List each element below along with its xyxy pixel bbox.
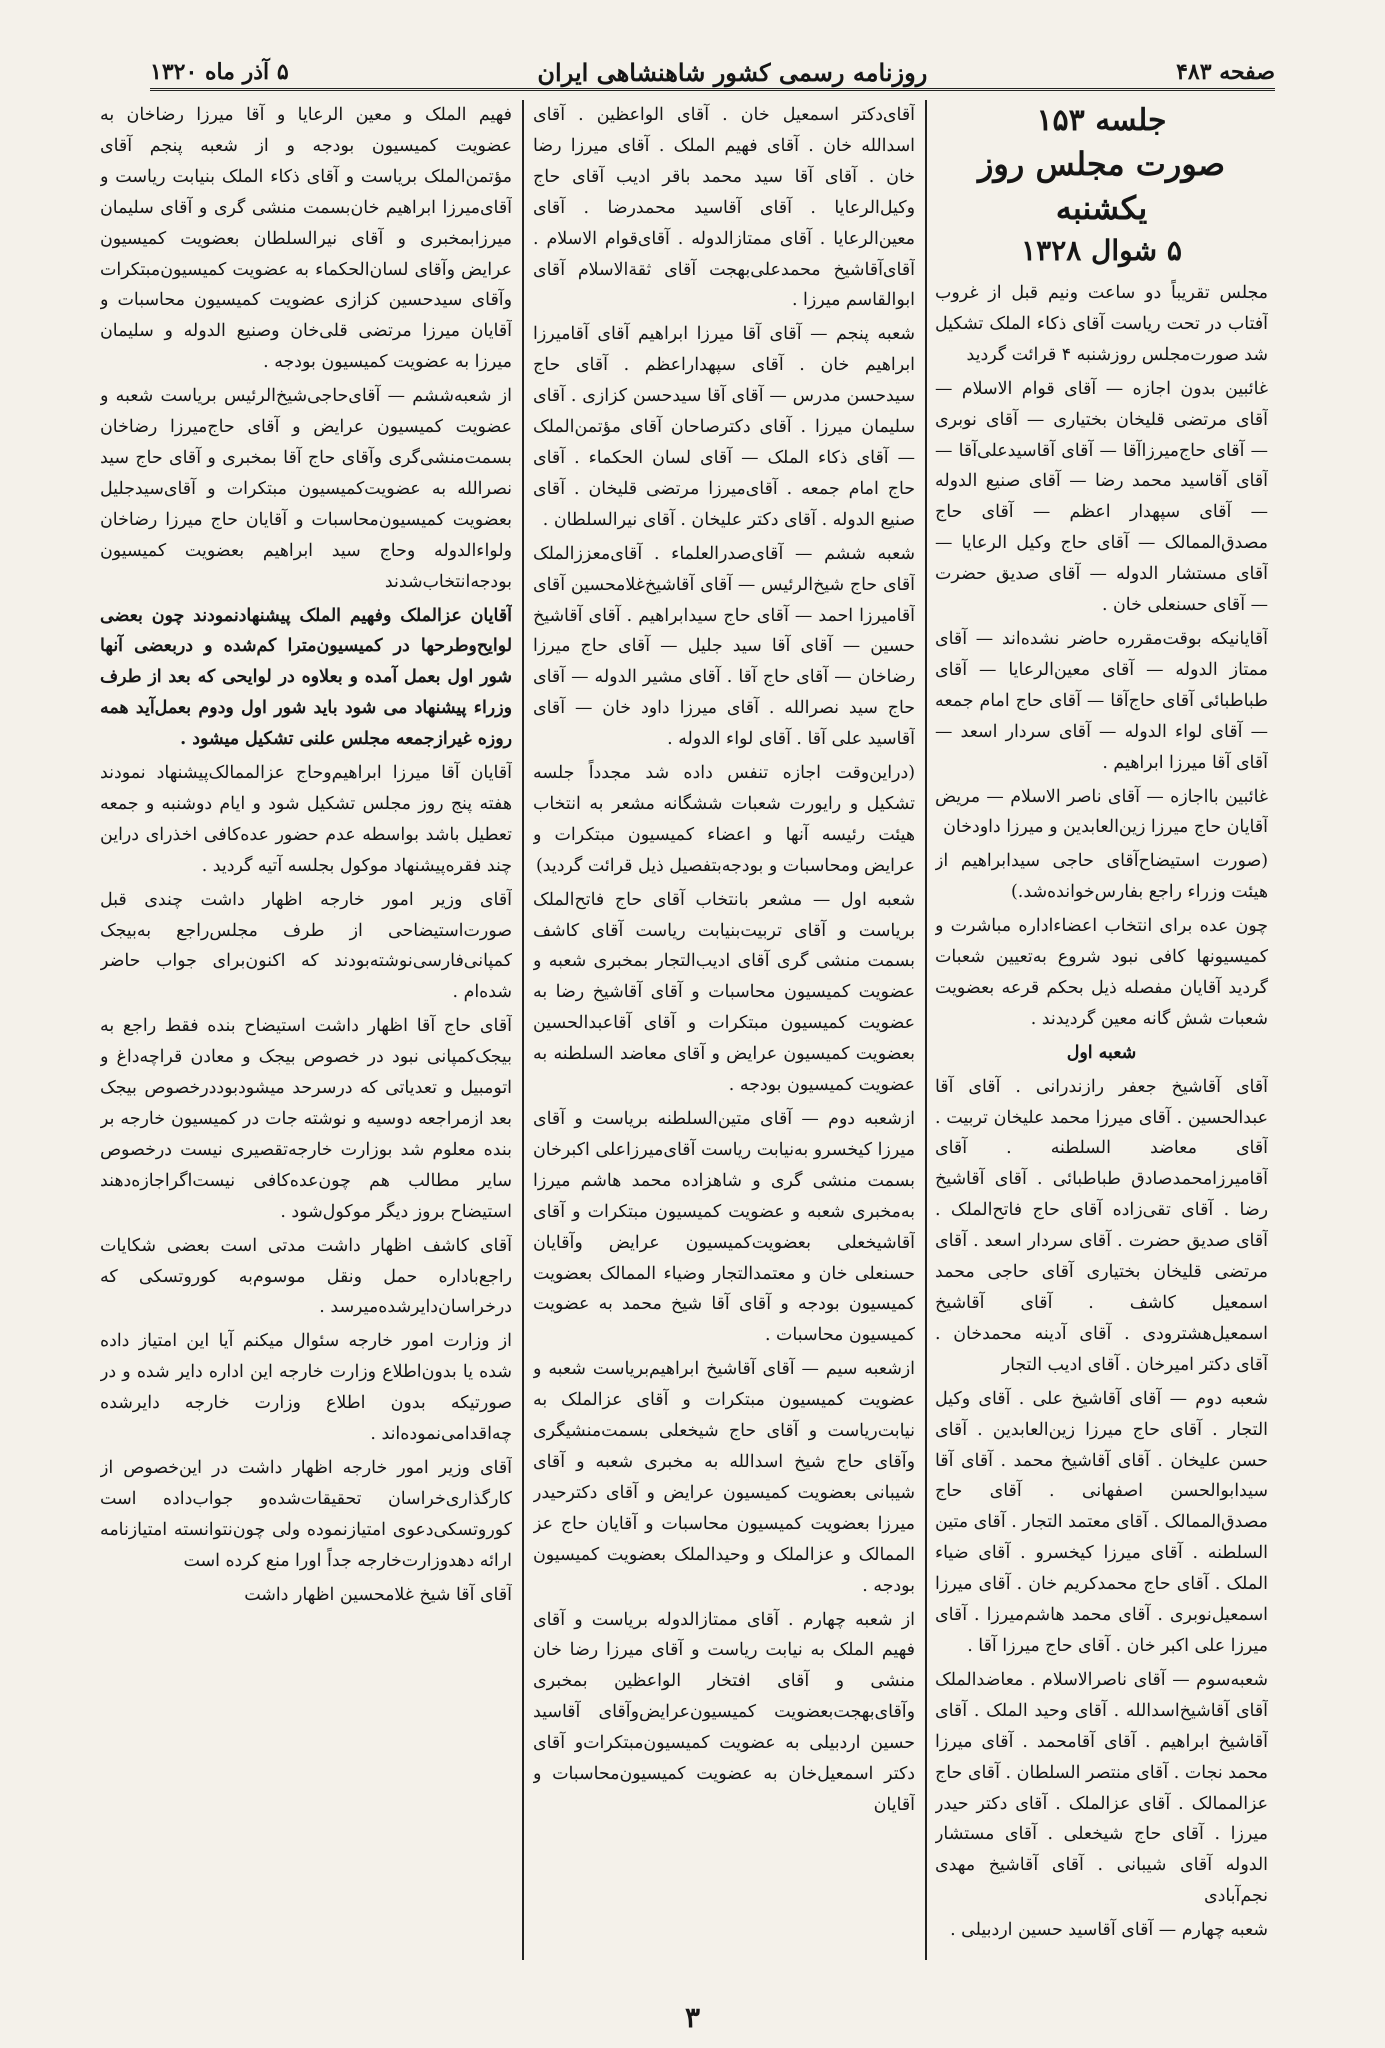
paragraph: آقایانیکه بوقت‌مقرره حاضر نشده‌اند — آقای ممتاز الدوله — آقای معین‌الرعایا — آقای طباطبائی آقای حاج‌آقا — آقای حاج امام جمعه — آقای لواء الدوله — آقای سردار اسعد — آقای آقا میرزا ابراهیم . — [935, 628, 1268, 773]
column-middle — [533, 100, 915, 1968]
section-members: شعبه دوم — آقای آقاشیخ علی . آقای وکیل التجار . آقای حاج میرزا زین‌العابدین . آقای حسن علیخان . آقای آقاشیخ محمد . آقای آقا سیدابوالحسن اصفهانی . آقای حاج مصدق‌الممالک . آقای معتمد التجار . آقای متین السلطنه . آقای میرزا کیخسرو . آقای ضیاء الملک . آقای حاج محمدکریم خان . آقای میرزا اسمعیل‌نوبری . آقای محمد هاشم‌میرزا . آقای میرزا علی اکبر خان . آقای حاج میرزا آقا . — [935, 1388, 1268, 1656]
paragraph: غائبین بدون اجازه — آقای قوام الاسلام — آقای مرتضی قلیخان بختیاری — آقای نوبری — آقای حاج‌میرزاآقا — آقای آقاسیدعلی‌آقا — آقای آقاسید محمد رضا — آقای صنیع الدوله — آقای سپهدار اعظم — آقای حاج مصدق‌الممالک — آقای حاج وکیل الرعایا — آقای مستشار الدوله — آقای صدیق حضرت — آقای حسنعلی خان . — [935, 378, 1268, 616]
section-members: شعبه چهارم — آقای آقاسید حسین اردبیلی . — [950, 1920, 1268, 1941]
column-left — [100, 100, 512, 1968]
paragraph: شعبه ششم — آقای‌صدرالعلماء . آقای‌معززالملک آقای حاج شیخ‌الرئیس — آقای آقاشیخ‌غلامحسین آقای آقامیرزا احمد — آقای حاج سیدابراهیم . آقای آقاشیخ حسین — آقای آقا سید جلیل — آقای حاج میرزا رضاخان — آقای حاج آقا . آقای مشیر الدوله — آقای حاج سید نصرالله . آقای میرزا داود خان — آقای آقاسید علی آقا . آقای لواء الدوله . — [533, 543, 915, 750]
paragraph: آقای وزیر امور خارجه اظهار داشت چندی قبل صورت‌استیضاحی از طرف مجلس‌راجع به‌بیجک کمپانی‌فارسی‌نوشته‌بودند که اکنون‌برای جواب حاضر شده‌ام . — [100, 889, 512, 1003]
header-page-label: صفحه ۴۸۳ — [1176, 59, 1275, 85]
paragraph: آقای حاج آقا اظهار داشت استیضاح بنده فقط راجع به بیجک‌کمپانی نبود در خصوص بیجک و معادن قراچه‌داغ و اتومبیل و تعدیاتی که درسرحد میشودبوددرخصوص بیجک بعد ازمراجعه دوسیه و نوشته جات در کمیسیون خارجه بر بنده معلوم شد بوزارت خارجه‌تقصیری نیست درخصوص سایر مطالب هم چون‌عده‌کافی نیست‌اگراجازه‌دهند استیضاح بروز دیگر موکول‌شود . — [100, 1016, 512, 1222]
session-number-heading: جلسه ۱۵۳ — [1036, 103, 1167, 138]
paragraph: آقای وزیر امور خارجه اظهار داشت در این‌خصوص از کارگذاری‌خراسان تحقیقات‌شده‌و جواب‌داده است کوروتسکی‌دعوی امتیازنموده ولی چون‌نتوانسته امتیازنامه ارائه دهدوزارت‌خارجه جداً اورا منع کرده است — [100, 1457, 512, 1571]
paragraph: آقای کاشف اظهار داشت مدتی است بعضی شکایات راجع‌باداره حمل ونقل موسوم‌به کوروتسکی که درخراسان‌دایرشده‌میرسد . — [100, 1235, 512, 1318]
paragraph: ازشعبه سیم — آقای آقاشیخ ابراهیم‌بریاست شعبه و عضویت کمیسیون مبتکرات و آقای عزالملک به نیابت‌ریاست و آقای حاج شیخعلی بسمت‌منشیگری وآقای حاج شیخ اسدالله به مخبری شعبه و آقای شیبانی بعضویت کمیسیون عرایض و آقای دکترحیدر میرزا بعضویت کمیسیون محاسبات و آقایان حاج عز الممالک و عزالملک و وحیدالملک بعضویت کمیسیون بودجه . — [533, 1359, 915, 1596]
paragraph: فهیم الملک و معین الرعایا و آقا میرزا رضاخان به عضویت کمیسیون بودجه و از شعبه پنجم آقای مؤتمن‌الملک بریاست و آقای ذکاء الملک بنیابت ریاست و آقای‌میرزا ابراهیم خان‌بسمت منشی گری و آقای سلیمان میرزا‌بمخبری و آقای نیرالسلطان بعضویت کمیسیون عرایض وآقای لسان‌الحکماء به عضویت کمیسیون‌مبتکرات وآقای سیدحسین کزازی عضویت کمیسیون محاسبات و آقایان میرزا مرتضی قلی‌خان وصنیع الدوله و سلیمان میرزا به عضویت کمیسیون بودجه . — [100, 105, 512, 373]
section-members: آقای آقاشیخ جعفر رازندرانی . آقای آقا عبدالحسین . آقای میرزا محمد علیخان تربیت . آقای معاضد السلطنه . آقای آقامیرزامحمدصادق طباطبائی . آقای آقاشیخ رضا . آقای تقی‌زاده آقای حاج فاتح‌الملک . آقای صدیق حضرت . آقای سردار اسعد . آقای مرتضی قلیخان بختیاری آقای حاجی محمد اسمعیل کاشف . آقای آقاشیخ اسمعیل‌هشترودی . آقای آدینه محمدخان . آقای دکتر امیرخان . آقای ادیب التجار — [935, 1076, 1268, 1375]
paragraph: آقای آقا شیخ غلامحسین اظهار داشت — [244, 1584, 512, 1605]
paragraph: (دراین‌وقت اجازه تنفس داده شد مجدداً جلسه تشکیل و رایورت شعبات ششگانه مشعر به انتخاب هیئت رئیسه آنها و اعضاء کمیسیون مبتکرات و عرایض ومحاسبات و بودجه‌بتفصیل ذیل قرائت گردید) — [533, 763, 915, 876]
paragraph: آقایان آقا میرزا ابراهیم‌وحاج عزالممالک‌پیشنهاد نمودند هفته پنج روز مجلس تشکیل شود و ایام دوشنبه و جمعه تعطیل باشد بواسطه عدم حضور عده‌کافی اخذرای دراین چند فقره‌پیشنهاد موکول بجلسه آتیه گردید . — [100, 763, 512, 876]
column-rule-left — [522, 100, 524, 1960]
section-heading: شعبه اول — [1066, 1042, 1137, 1063]
paragraph: چون عده برای انتخاب اعضاءاداره مباشرت و کمیسیونها کافی نبود شروع به‌تعیین شعبات گردید آقایان مفصله ذیل بحکم قرعه بعضویت شعبات شش گانه معین گردیدند . — [935, 916, 1268, 1029]
paragraph: مجلس تقریباً دو ساعت ونیم قبل از غروب آفتاب در تحت ریاست آقای ذکاء الملک تشکیل شد صورت‌مجلس روزشنبه ۴ قرائت گردید — [935, 283, 1268, 365]
header-newspaper-title: روزنامه رسمی کشور شاهنشاهی ایران — [537, 57, 928, 87]
session-date-heading: ۵ شوال ۱۳۲۸ — [1021, 234, 1182, 267]
page-number: ۳ — [684, 2001, 701, 2034]
paragraph: (صورت استیضاح‌آقای حاجی سیدابراهیم از هیئت وزراء راجع بفارس‌خوانده‌شد.) — [935, 851, 1268, 903]
paragraph: آقایان عزالملک وفهیم الملک پیشنهادنمودند چون بعضی لوایح‌وطرحها در کمیسیون‌مترا کم‌شده و دربعضی آنها شور اول بعمل آمده و بعلاوه در لوایحی که بعد از طرف وزراء پیشنهاد می شود باید شور اول ودوم بعمل‌آید همه روزه غیراز‌جمعه مجلس علنی تشکیل میشود . — [100, 605, 512, 750]
paragraph: از وزارت امور خارجه سئوال میکنم آیا این امتیاز داده شده یا بدون‌اطلاع وزارت خارجه این اداره دایر شده و در صورتیکه بدون اطلاع وزارت خارجه دایرشده چه‌اقدامی‌نموده‌اند . — [100, 1331, 512, 1445]
paragraph: شعبه اول — مشعر بانتخاب آقای حاج فاتح‌الملک بریاست و آقای تربیت‌بنیابت ریاست آقای کاشف بسمت منشی گری آقای ادیب‌التجار بمخبری شعبه و عضویت کمیسیون محاسبات و آقای آقاشیخ رضا به عضویت کمیسیون مبتکرات و آقای آقاعبدالحسین بعضویت کمیسیون عرایض و آقای معاضد السلطنه به عضویت کمیسیون بودجه . — [533, 889, 915, 1096]
paragraph: شعبه پنجم — آقای آقا میرزا ابراهیم آقای آقامیرزا ابراهیم خان . آقای سپهداراعظم . آقای حاج سیدحسن مدرس — آقای آقا سیدحسن کزازی . آقای سلیمان میرزا . آقای دکترصاحان آقای مؤتمن‌الملک — آقای ذکاء الملک — آقای لسان الحکماء . آقای حاج امام جمعه . آقای‌میرزا مرتضی قلیخان . آقای صنیع الدوله . آقای دکتر علیخان . آقای نیرالسلطان . — [533, 324, 915, 530]
section-members: شعبه‌سوم — آقای ناصرالاسلام . معاضدالملک آقای آقاشیخ‌اسدالله . آقای وحید الملک . آقای آقاشیخ ابراهیم . آقای آقامحمد . آقای میرزا محمد نجات . آقای منتصر السلطان . آقای حاج عزالممالک . آقای عزالملک . آقای دکتر حیدر میرزا . آقای حاج شیخعلی . آقای مستشار الدوله آقای شیبانی . آقای آقاشیخ مهدی نجم‌آبادی — [935, 1669, 1268, 1907]
header-date: ۵ آذر ماه ۱۳۲۰ — [150, 59, 289, 85]
minutes-heading: صورت مجلس روز یکشنبه — [977, 145, 1226, 227]
paragraph: غائبین بااجازه — آقای ناصر الاسلام — مریض آقایان حاج میرزا زین‌العابدین و میرزا داودخان — [935, 786, 1268, 838]
column-rule-right — [925, 100, 927, 1960]
column-right — [935, 100, 1268, 1968]
paragraph: آقای‌دکتر اسمعیل خان . آقای الواعظین . آقای اسدالله خان . آقای فهیم الملک . آقای میرزا رضا خان . آقای آقا سید محمد باقر ادیب آقای حاج وکیل‌الرعایا . آقای آقاسید محمدرضا . آقای معین‌الرعایا . آقای ممتازالدوله . آقای‌قوام الاسلام . آقای‌آقاشیخ محمدعلی‌بهجت آقای ثقة‌الاسلام آقای ابوالقاسم میرزا . — [533, 105, 915, 311]
paragraph: ازشعبه دوم — آقای متین‌السلطنه بریاست و آقای میرزا کیخسرو به‌نیابت ریاست آقای‌میرزاعلی اکبرخان بسمت منشی گری و شاهزاده محمد هاشم میرزا به‌مخبری شعبه و عضویت کمیسیون مبتکرات و آقای آقاشیخعلی بعضویت‌کمیسیون عرایض‌ وآقایان حسنعلی خان و معتمدالتجار وضیاء الممالک بعضویت کمیسیون بودجه و آقای آقا شیخ محمد به عضویت کمیسیون محاسبات . — [533, 1109, 915, 1346]
paragraph: از شعبه‌ششم — آقای‌حاجی‌شیخ‌الرئیس بریاست شعبه و عضویت کمیسیون عرایض و آقای حاج‌میرزا رضاخان بسمت‌منشی‌گری وآقای حاج آقا بمخبری و آقای حاج سید نصرالله به عضویت‌کمیسیون مبتکرات و آقای‌سیدجلیل بعضویت کمیسیون‌محاسبات و آقایان حاج میرزا رضاخان ولواءالدوله وحاج سید ابراهیم بعضویت کمیسیون بودجه‌انتخاب‌شدند — [100, 386, 512, 592]
page-header — [150, 56, 1275, 91]
paragraph: از شعبه چهارم . آقای ممتازالدوله بریاست و آقای فهیم الملک به نیابت ریاست و آقای میرزا رضا خان منشی و آقای افتخار الواعظین بمخبری وآقای‌بهجت‌بعضویت کمیسیون‌عرایض‌وآقای آقاسید حسین اردبیلی به عضویت کمیسیون‌مبتکرات‌و آقای دکتر اسمعیل‌خان به عضویت کمیسیون‌محاسبات و آقایان — [533, 1609, 915, 1815]
